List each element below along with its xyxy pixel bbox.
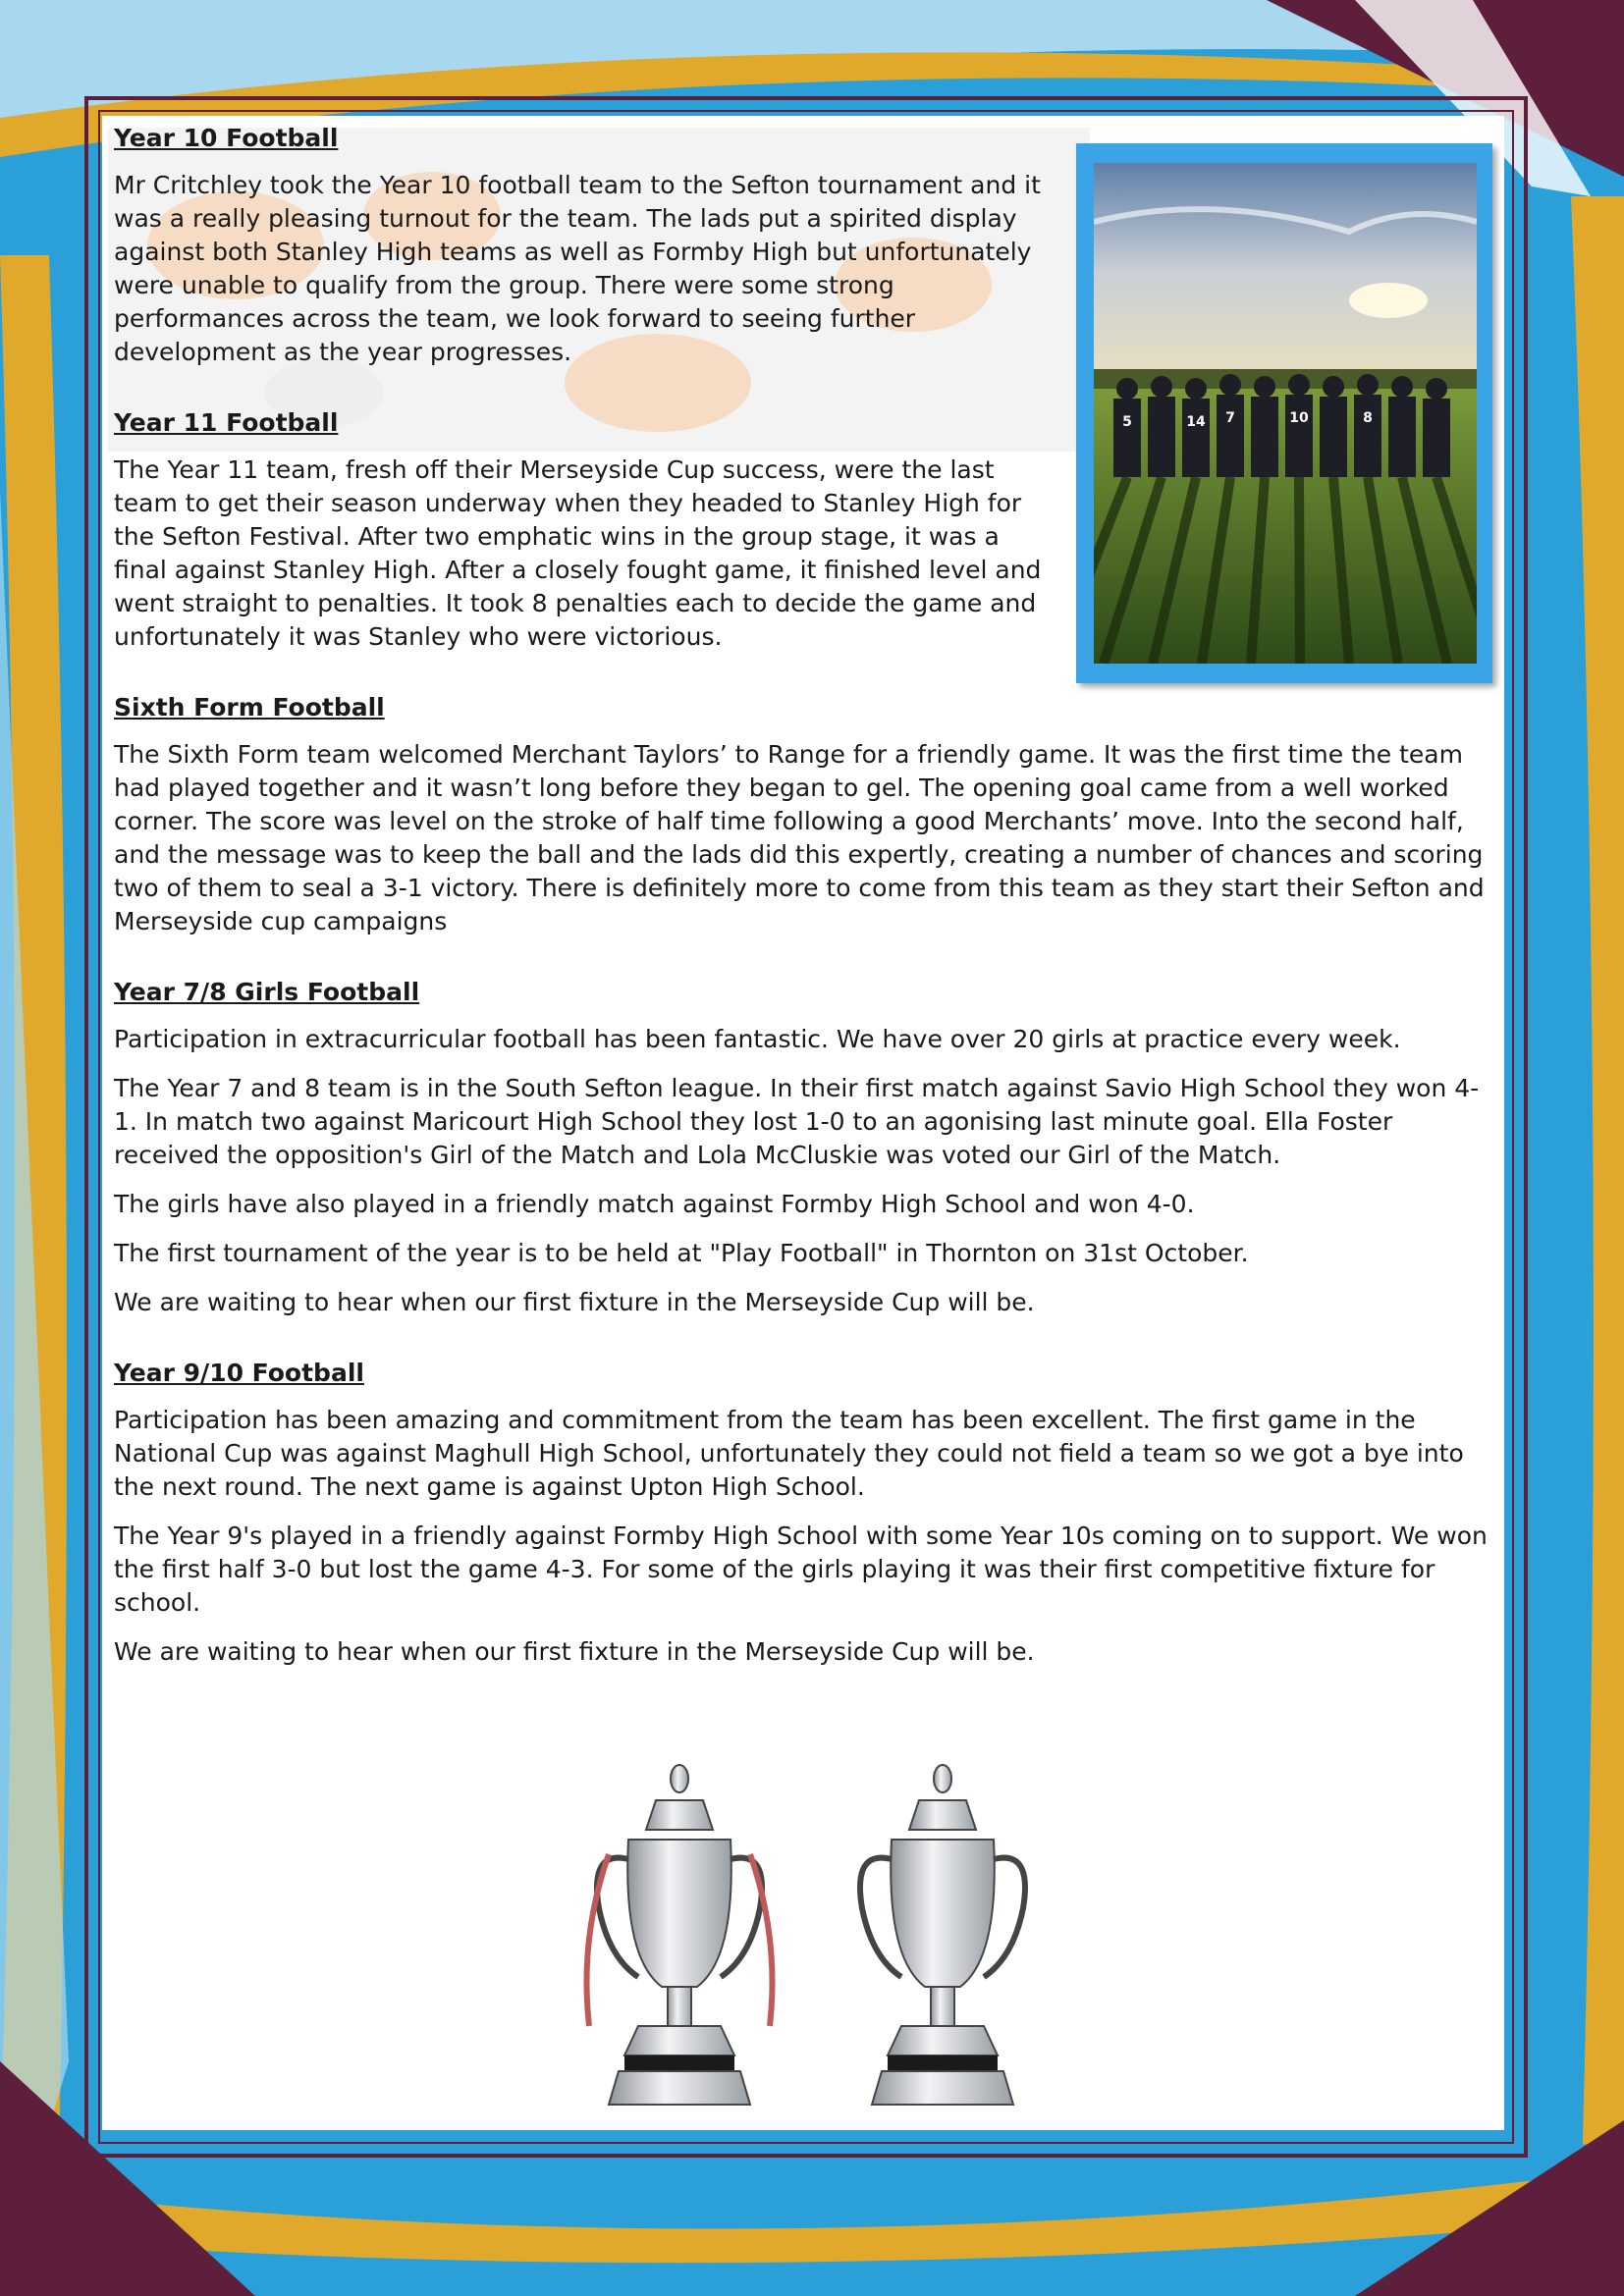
section-year78-girls xyxy=(114,976,1494,1319)
section-paragraph: The first tournament of the year is to be held at "Play Football" in Thornton on 31st October. xyxy=(114,1239,1249,1267)
section-paragraph: Mr Critchley took the Year 10 football team to the Sefton tournament and it was a really pleasing turnout for the team. The lads put a spirited display against both Stanley High teams as well as Formby High but unfortunately were unable to qualify from the group. There were some strong performances across the team, we look forward to seeing further development as the year progresses. xyxy=(114,171,1041,366)
section-paragraph: Participation in extracurricular football has been fantastic. We have over 20 girls at practice every week. xyxy=(114,1025,1401,1053)
article-content xyxy=(114,122,1494,1706)
section-year910 xyxy=(114,1357,1494,1669)
section-sixth-form xyxy=(114,691,1494,938)
shirt-number: 14 xyxy=(1186,414,1206,430)
section-paragraph: The Year 7 and 8 team is in the South Sefton league. In their first match against Savio High School they won 4-1. In match two against Maricourt High School they lost 1-0 to an agonising last minute goal. Ella Foster received the opposition's Girl of the Match and Lola McCluskie was voted our Girl of the Match. xyxy=(114,1074,1480,1169)
section-paragraph: The Sixth Form team welcomed Merchant Taylors’ to Range for a friendly game. It was the first time the team had played together and it wasn’t long before they began to gel. The opening goal came from a well worked corner. The score was level on the stroke of half time following a good Merchants’ move. Into the second half, and the message was to keep the ball and the lads did this expertly, creating a number of chances and scoring two of them to seal a 3-1 victory. There is definitely more to come from this team as they start their Sefton and Merseyside cup campaigns xyxy=(114,740,1485,935)
trophy-icon xyxy=(860,1765,1025,2105)
section-heading: Year 9/10 Football xyxy=(114,1359,364,1387)
shirt-number: 7 xyxy=(1225,410,1235,426)
section-year10 xyxy=(114,122,1056,369)
shirt-number: 10 xyxy=(1289,410,1309,426)
shirt-number: 8 xyxy=(1363,410,1373,426)
section-paragraph: Participation has been amazing and commitment from the team has been excellent. The first game in the National Cup was against Maghull High School, unfortunately they could not field a team so we got a bye into the next round. The next game is against Upton High School. xyxy=(114,1406,1464,1501)
trophy-icons xyxy=(569,1761,1051,2114)
section-paragraph: The Year 9's played in a friendly against Formby High School with some Year 10s coming on to support. We won the first half 3-0 but lost the game 4-3. For some of the girls playing it was their first competitive fixture for school. xyxy=(114,1522,1488,1617)
section-paragraph: We are waiting to hear when our first fixture in the Merseyside Cup will be. xyxy=(114,1288,1035,1316)
shirt-number: 5 xyxy=(1122,414,1132,430)
section-paragraph: The Year 11 team, fresh off their Merseyside Cup success, were the last team to get their season underway when they headed to Stanley High for the Sefton Festival. After two emphatic wins in the group stage, it was a final against Stanley High. After a closely fought game, it finished level and went straight to penalties. It took 8 penalties each to decide the game and unfortunately it was Stanley who were victorious. xyxy=(114,455,1042,651)
trophy-icon xyxy=(587,1765,773,2105)
section-year11 xyxy=(114,406,1056,654)
section-heading: Year 7/8 Girls Football xyxy=(114,978,420,1006)
section-heading: Year 11 Football xyxy=(114,408,339,437)
section-heading: Sixth Form Football xyxy=(114,693,385,721)
section-paragraph: The girls have also played in a friendly match against Formby High School and won 4-0. xyxy=(114,1190,1195,1218)
section-heading: Year 10 Football xyxy=(114,124,339,152)
section-paragraph: We are waiting to hear when our first fixture in the Merseyside Cup will be. xyxy=(114,1637,1035,1666)
